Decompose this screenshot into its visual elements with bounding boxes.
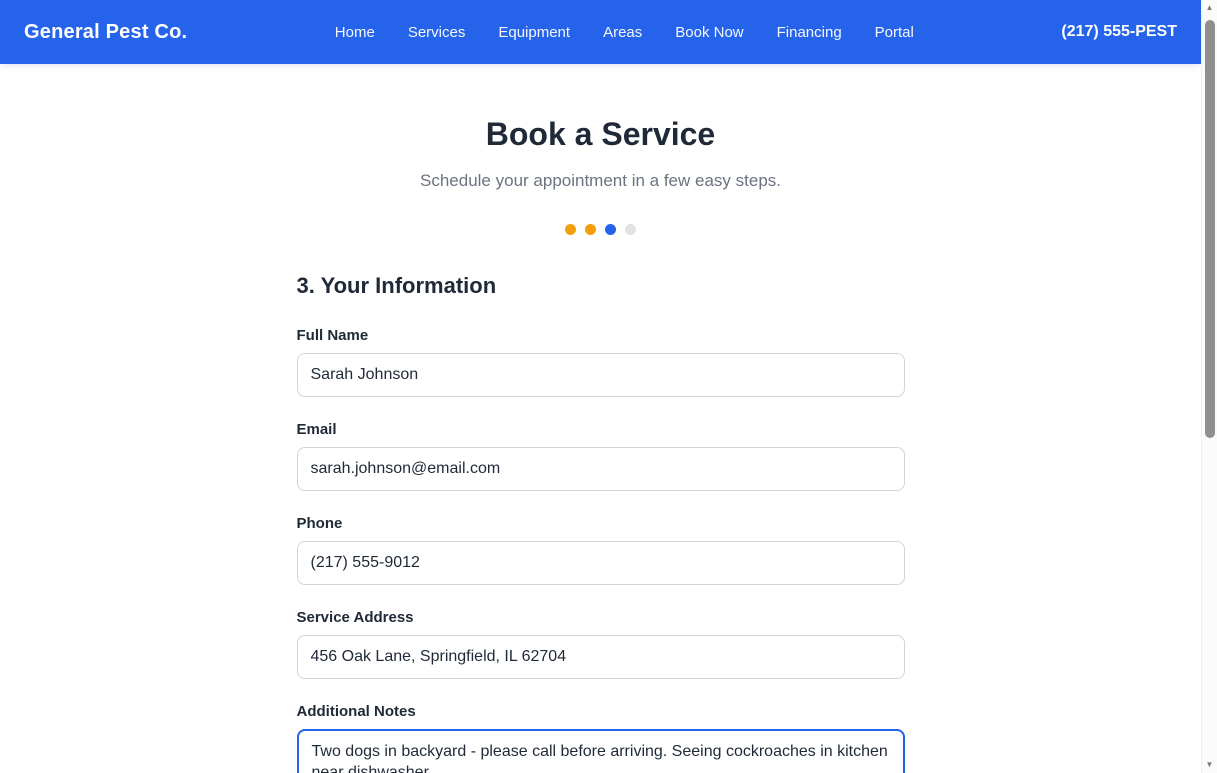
step-dot-3 bbox=[605, 224, 616, 235]
scroll-up-icon[interactable]: ▲ bbox=[1205, 3, 1214, 12]
step-indicator bbox=[297, 224, 905, 235]
additional-notes-label: Additional Notes bbox=[296, 702, 416, 720]
section-title: 3. Your Information bbox=[296, 272, 497, 298]
brand-logo[interactable]: General Pest Co. bbox=[24, 20, 188, 43]
phone-field-group bbox=[297, 515, 905, 585]
email-label: Email bbox=[296, 420, 337, 438]
service-address-label: Service Address bbox=[296, 608, 414, 626]
service-address-input[interactable] bbox=[297, 635, 905, 679]
nav-link-book-now[interactable]: Book Now bbox=[675, 23, 744, 41]
nav-link-home[interactable]: Home bbox=[334, 23, 375, 41]
step-dot-4 bbox=[625, 224, 636, 235]
full-name-field-group bbox=[297, 327, 905, 397]
nav-link-areas[interactable]: Areas bbox=[603, 23, 643, 41]
main-navigation bbox=[335, 24, 914, 41]
page-title: Book a Service bbox=[485, 116, 716, 152]
nav-link-equipment[interactable]: Equipment bbox=[498, 23, 571, 41]
nav-link-financing[interactable]: Financing bbox=[776, 23, 842, 41]
top-navbar bbox=[0, 0, 1201, 64]
phone-label: Phone bbox=[296, 514, 343, 532]
email-input[interactable] bbox=[297, 447, 905, 491]
nav-link-services[interactable]: Services bbox=[407, 23, 466, 41]
booking-form-content bbox=[297, 64, 905, 773]
step-dot-2 bbox=[585, 224, 596, 235]
vertical-scrollbar[interactable] bbox=[1201, 0, 1217, 773]
full-name-label: Full Name bbox=[296, 326, 369, 344]
phone-number-link[interactable]: (217) 555-PEST bbox=[1061, 23, 1177, 40]
page-subtitle: Schedule your appointment in a few easy steps. bbox=[420, 170, 781, 190]
scrollbar-thumb[interactable] bbox=[1205, 20, 1215, 438]
additional-notes-textarea[interactable] bbox=[297, 729, 905, 773]
phone-input[interactable] bbox=[297, 541, 905, 585]
additional-notes-field-group bbox=[297, 703, 905, 773]
full-name-input[interactable] bbox=[297, 353, 905, 397]
service-address-field-group bbox=[297, 609, 905, 679]
scroll-down-icon[interactable]: ▼ bbox=[1205, 760, 1214, 769]
nav-link-portal[interactable]: Portal bbox=[874, 23, 914, 41]
email-field-group bbox=[297, 421, 905, 491]
step-dot-1 bbox=[565, 224, 576, 235]
